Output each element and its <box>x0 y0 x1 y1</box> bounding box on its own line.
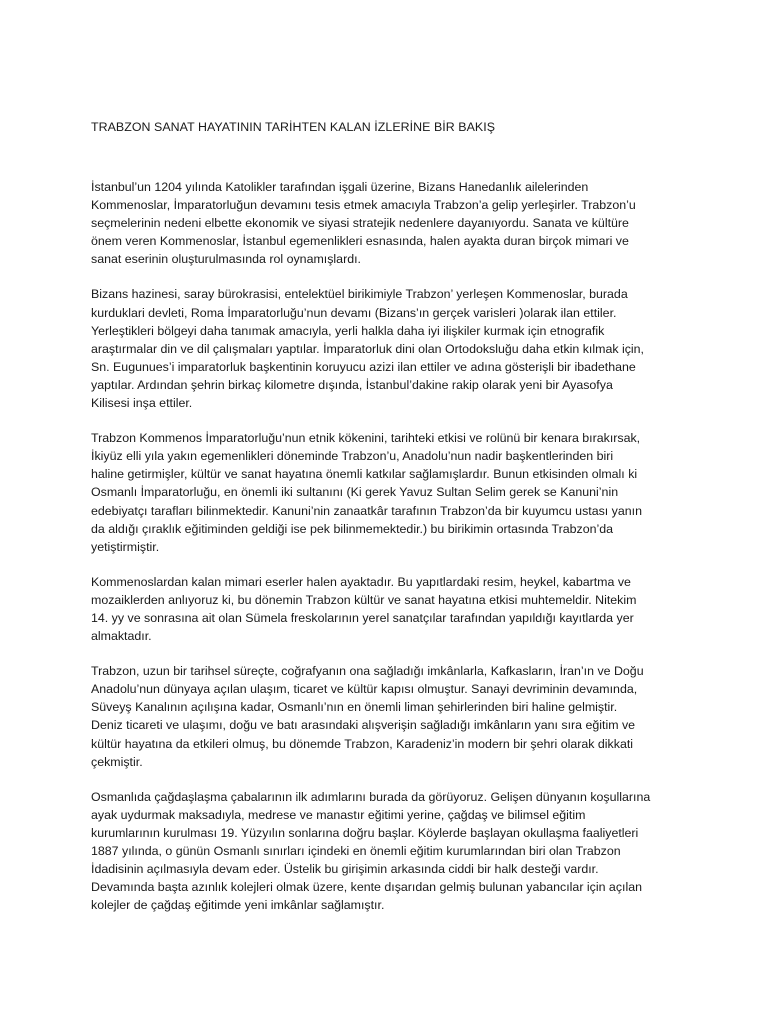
text-line: araştırmalar din ve dil çalışmaları yaptılar. İmparatorluk dini olan Ortodoksluğu daha etkin kılmak için, <box>91 341 645 356</box>
text-line: İdadisinin açılmasıyla devam eder. Üstelik bu girişimin arkasında ciddi bir halk desteği vardır. <box>91 862 599 877</box>
text-line: 14. yy ve sonrasına ait olan Sümela freskolarının yerel sanatçılar tarafından yapıldığı kayıtlarda yer <box>91 610 634 625</box>
text-line: kültür hayatına da etkileri olmuş, bu dönemde Trabzon, Karadeniz’in modern bir şehri olarak dikkati <box>91 736 634 751</box>
text-line: mozaiklerden anlıyoruz ki, bu dönemin Trabzon kültür ve sanat hayatına etkisi muhtemeldir. Nitekim <box>91 592 637 607</box>
paragraph <box>91 429 681 556</box>
paragraph <box>91 788 681 915</box>
paragraph <box>91 285 681 412</box>
text-line: kurduklari devleti, Roma İmparatorluğu’nun devamı (Bizans’ın gerçek varisleri )olarak ilan ettiler. <box>91 305 617 320</box>
text-line: yaptılar. Ardından şehrin birkaç kilometre dışında, İstanbul’dakine rakip olarak yeni bir Ayasofya <box>91 377 613 392</box>
text-line: Deniz ticareti ve ulaşımı, doğu ve batı arasındaki alışverişin sağladığı imkânların yanı sıra eğitim ve <box>91 718 636 733</box>
text-line: seçmelerinin nedeni elbette ekonomik ve siyasi stratejik nedenlere dayanıyordu. Sanata ve kültüre <box>91 216 629 231</box>
text-line: ayak uydurmak maksadıyla, medrese ve manastır eğitimi yerine, çağdaş ve bilimsel eğitim <box>91 807 586 822</box>
document-title: TRABZON SANAT HAYATININ TARİHTEN KALAN İZLERİNE BİR BAKIŞ <box>91 120 496 134</box>
text-line: edebiyatçı tarafları bilinmektedir. Kanuni’nin zanaatkâr tarafının Trabzon’da bir kuyumcu ustası yanın <box>91 503 642 518</box>
paragraph <box>91 662 681 771</box>
text-line: Kilisesi inşa ettiler. <box>91 396 193 411</box>
text-line: da aldığı çıraklık eğitiminden geldiği ise pek bilinmemektedir.) bu birikimin ortasında Trabzon’da <box>91 521 614 536</box>
text-line: 1887 yılında, o günün Osmanlı sınırları içindeki en önemli eğitim kurumlarından biri olan Trabzon <box>91 844 621 858</box>
text-line: Süveyş Kanalının açılışına kadar, Osmanlı’nın en önemli liman şehirlerinden biri haline gelmiştir. <box>91 700 618 715</box>
text-line: Trabzon, uzun bir tarihsel süreçte, coğrafyanın ona sağladığı imkânlarla, Kafkasların, İran’ın ve Doğu <box>91 664 644 679</box>
text-line: sanat eserinin oluşturulmasında rol oynamışlardı. <box>91 252 361 267</box>
text-line: İkiyüz elli yıla yakın egemenlikleri döneminde Trabzon’u, Anadolu’nun nadir başkentlerinden biri <box>91 449 614 464</box>
text-line: haline getirmişler, kültür ve sanat hayatına önemli katkılar sağlamışlardır. Bunun etkisinden olmalı ki <box>91 467 638 482</box>
text-line: kurumlarının kurulması 19. Yüzyılın sonlarına doğru başlar. Köylerde başlayan okullaşma faaliyetleri <box>91 825 639 840</box>
text-line: çekmiştir. <box>91 754 143 769</box>
text-line: kolejler de çağdaş eğitimde yeni imkânlar sağlamıştır. <box>91 898 385 913</box>
text-line: Devamında başta azınlık kolejleri olmak üzere, kente dışarıdan gelmiş bulunan yabancılar için açılan <box>91 880 642 895</box>
text-line: Bizans hazinesi, saray bürokrasisi, entelektüel birikimiyle Trabzon’ yerleşen Kommenoslar, burada <box>91 287 628 302</box>
text-line: Sn. Eugunues’i imparatorluk başkentinin koruyucu azizi ilan ettiler ve adına gösterişli bir ibadethane <box>91 359 636 374</box>
text-line: önem veren Kommenoslar, İstanbul egemenlikleri esnasında, halen ayakta duran birçok mimari ve <box>91 234 629 249</box>
text-line: İstanbul’un 1204 yılında Katolikler tarafından işgali üzerine, Bizans Hanedanlık ailelerinden <box>91 180 589 194</box>
text-line: almaktadır. <box>91 629 152 644</box>
text-line: Kommenoslardan kalan mimari eserler halen ayaktadır. Bu yapıtlardaki resim, heykel, kabartma ve <box>91 574 631 589</box>
text-line: Yerleştikleri bölgeyi daha tanımak amacıyla, yerli halkla daha iyi ilişkiler kurmak için etnografik <box>91 323 605 338</box>
text-line: Trabzon Kommenos İmparatorluğu’nun etnik kökenini, tarihteki etkisi ve rolünü bir kenara bırakırsak, <box>91 431 641 446</box>
text-line: yetiştirmiştir. <box>91 539 160 554</box>
text-line: Osmanlıda çağdaşlaşma çabalarının ilk adımlarını burada da görüyoruz. Gelişen dünyanın koşullarına <box>91 789 651 804</box>
paragraph <box>91 178 681 268</box>
paragraph <box>91 573 681 645</box>
text-line: Anadolu’nun dünyaya açılan ulaşım, ticaret ve kültür kapısı olmuştur. Sanayi devriminin devamında, <box>91 682 638 697</box>
text-line: Osmanlı İmparatorluğu, en önemli iki sultanını (Ki gerek Yavuz Sultan Selim gerek se Kanuni’nin <box>91 485 619 500</box>
document-body <box>91 178 681 931</box>
text-line: Kommenoslar, İmparatorluğun devamını tesis etmek amacıyla Trabzon’a gelip yerleşirler. Trabzon’u <box>91 198 636 213</box>
